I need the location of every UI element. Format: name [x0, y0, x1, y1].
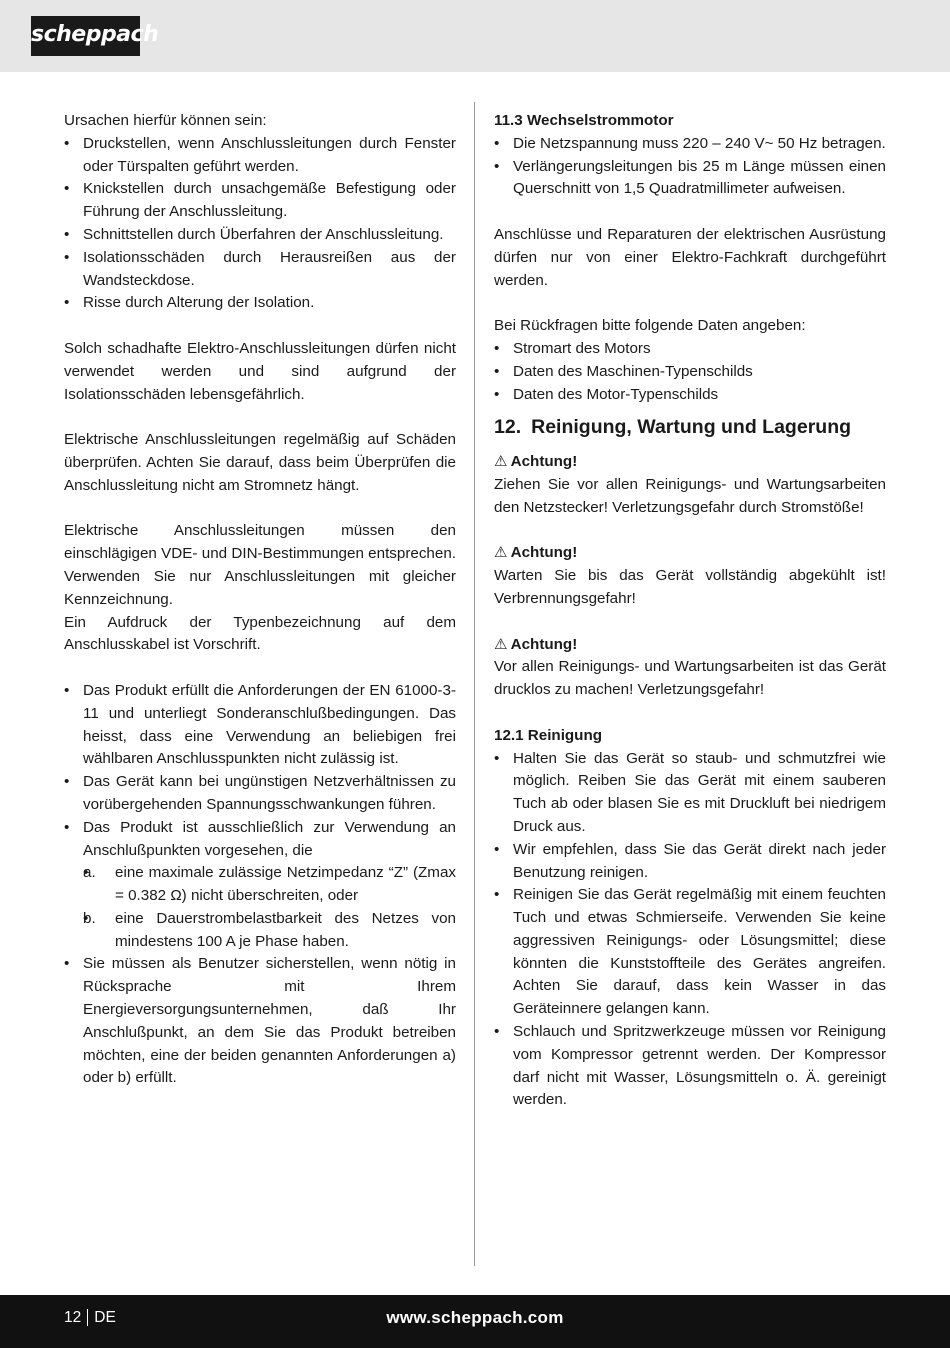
paragraph: Ein Aufdruck der Typenbezeichnung auf dem Anschlusskabel ist Vorschrift. — [64, 613, 456, 654]
list-item: • Reinigen Sie das Gerät regelmäßig mit einem feuchten Tuch und etwas Schmierseife. Verwenden Sie keine aggressiven Reinigungs- oder Lösungsmittel; diese könnten die Kunststoffteile des Gerätes angreifen. Achten Sie darauf, dass kein Wasser in das Geräteinnere gelangen kann. — [494, 884, 886, 1021]
warning-icon: ⚠ — [494, 635, 508, 653]
sub-list-marker: • b. — [83, 909, 96, 927]
list-item: • Stromart des Motors — [494, 338, 886, 361]
list-item-text: Das Produkt ist ausschließlich zur Verwendung an Anschlußpunkten vorgesehen, die — [83, 818, 456, 859]
list-item: • Daten des Motor-Typenschilds — [494, 384, 886, 407]
warning-text: Ziehen Sie vor allen Reinigungs- und Wartungsarbeiten den Netzstecker! Verletzungsgefahr durch Stromstöße! — [494, 475, 886, 516]
warning-text: Warten Sie bis das Gerät vollständig abgekühlt ist! Verbrennungsgefahr! — [494, 567, 886, 607]
sub-list-text: eine Dauerstrombelastbarkeit des Netzes von mindestens 100 A je Phase haben. — [115, 909, 456, 950]
cleaning-list — [494, 748, 886, 1113]
sub-list — [83, 862, 456, 953]
list-item: • Wir empfehlen, dass Sie das Gerät direkt nach jeder Benutzung reinigen. — [494, 839, 886, 885]
list-item: • Verlängerungsleitungen bis 25 m Länge müssen einen Querschnitt von 1,5 Quadratmillimeter aufweisen. — [494, 156, 886, 202]
warning-heading: ⚠ Achtung! — [494, 453, 578, 471]
warning-heading: ⚠ Achtung! — [494, 635, 578, 653]
list-item: • Risse durch Alterung der Isolation. — [64, 292, 456, 315]
list-item: • Das Gerät kann bei ungünstigen Netzverhältnissen zu vorübergehenden Spannungsschwankungen führen. — [64, 771, 456, 817]
page-footer — [0, 1295, 950, 1348]
language-code: DE — [94, 1309, 116, 1326]
paragraph: Anschlüsse und Reparaturen der elektrischen Ausrüstung dürfen nur von einer Elektro-Fachkraft durchgeführt werden. — [494, 225, 886, 289]
list-item: • Schlauch und Spritzwerkzeuge müssen vor Reinigung vom Kompressor getrennt werden. Der Kompressor darf nicht mit Wasser, Lösungsmitteln o. Ä. gereinigt werden. — [494, 1021, 886, 1112]
column-divider — [474, 102, 475, 1266]
list-item: • Die Netzspannung muss 220 – 240 V~ 50 Hz betragen. — [494, 133, 886, 156]
list-item: • Schnittstellen durch Überfahren der Anschlussleitung. — [64, 224, 456, 247]
warning-icon: ⚠ — [494, 453, 508, 471]
page-header — [0, 0, 950, 72]
section-number: 12. — [494, 416, 522, 439]
warning-icon: ⚠ — [494, 544, 508, 562]
left-column — [64, 110, 456, 1090]
list-item: • Daten des Maschinen-Typenschilds — [494, 361, 886, 384]
requirements-list — [64, 680, 456, 1090]
motor-heading: 11.3 Wechselstrommotor — [494, 112, 674, 129]
paragraph: Elektrische Anschlussleitungen regelmäßig auf Schäden überprüfen. Achten Sie darauf, dass beim Überprüfen die Anschlussleitung nicht am Stromnetz hängt. — [64, 431, 456, 494]
paragraph: Elektrische Anschlussleitungen müssen den einschlägigen VDE- und DIN-Bestimmungen entsprechen. Verwenden Sie nur Anschlussleitungen mit gleicher Kennzeichnung. — [64, 522, 456, 608]
sub-list-marker: • a. — [83, 864, 96, 882]
brand-logo: scheppach — [31, 16, 140, 56]
section-heading — [494, 416, 886, 439]
page-number: 12 DE — [64, 1309, 116, 1326]
warning-text: Vor allen Reinigungs- und Wartungsarbeiten ist das Gerät drucklos zu machen! Verletzungsgefahr! — [494, 658, 886, 699]
list-item: • Sie müssen als Benutzer sicherstellen, wenn nötig in Rücksprache mit Ihrem Energieversorgungsunternehmen, daß Ihr Anschlußpunkt, an dem Sie das Produkt betreiben möchten, eine der beiden genannten Anforderungen a) oder b) erfüllt. — [64, 953, 456, 1090]
sub-list-text: eine maximale zulässige Netzimpedanz “Z” (Zmax = 0.382 Ω) nicht überschreiten, oder — [115, 864, 456, 905]
list-item: • Isolationsschäden durch Herausreißen aus der Wandsteckdose. — [64, 247, 456, 293]
list-item: • Druckstellen, wenn Anschlussleitungen durch Fenster oder Türspalten geführt werden. — [64, 133, 456, 179]
paragraph: Solch schadhafte Elektro-Anschlussleitungen dürfen nicht verwendet werden und sind aufgrund der Isolationsschäden lebensgefährlich. — [64, 339, 456, 403]
list-item: • Knickstellen durch unsachgemäße Befestigung oder Führung der Anschlussleitung. — [64, 178, 456, 224]
list-item: • Halten Sie das Gerät so staub- und schmutzfrei wie möglich. Reiben Sie das Gerät mit einem sauberen Tuch ab oder blasen Sie es mit Druckluft bei niedrigem Druck aus. — [494, 748, 886, 839]
warning-heading: ⚠ Achtung! — [494, 544, 578, 562]
data-list — [494, 338, 886, 406]
paragraph: Bei Rückfragen bitte folgende Daten angeben: — [494, 317, 806, 335]
causes-intro: Ursachen hierfür können sein: — [64, 112, 267, 129]
right-column — [494, 110, 886, 1112]
list-item: • Das Produkt erfüllt die Anforderungen der EN 61000-3-11 und unterliegt Sonderanschlußbedingungen. Das heisst, dass eine Verwendung an beliebigen frei wählbaren Anschlusspunkten nicht zulässig ist. — [64, 680, 456, 771]
cleaning-heading: 12.1 Reinigung — [494, 726, 603, 744]
website-link[interactable]: www.scheppach.com — [386, 1308, 564, 1327]
section-title: Reinigung, Wartung und Lagerung — [531, 416, 852, 439]
sub-list-item — [83, 862, 456, 908]
motor-list — [494, 133, 886, 201]
list-item — [64, 817, 456, 954]
causes-list — [64, 133, 456, 315]
sub-list-item — [83, 908, 456, 954]
